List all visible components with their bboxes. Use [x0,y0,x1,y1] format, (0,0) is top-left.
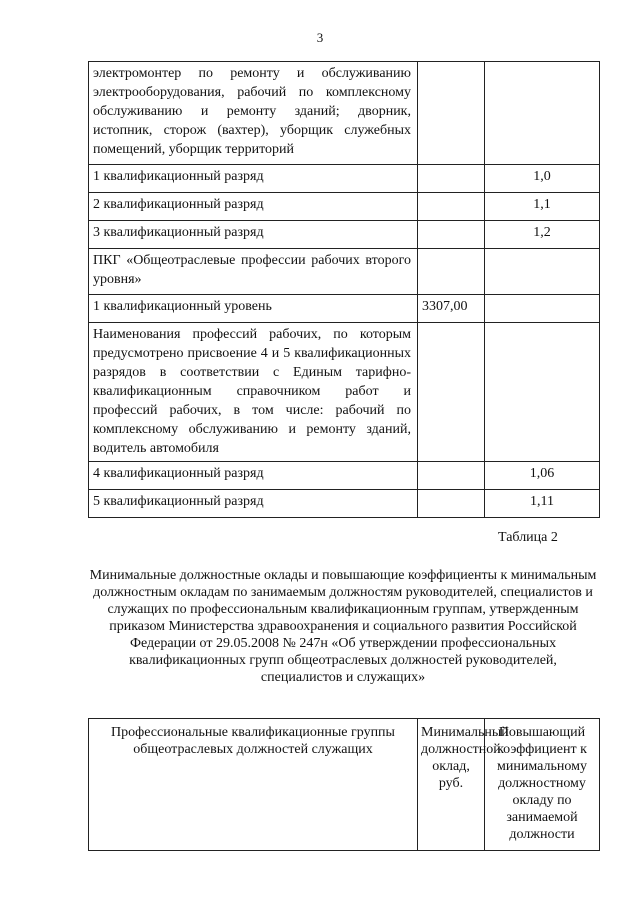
coefficient-cell [485,323,600,462]
coefficient-cell: 1,2 [485,221,600,249]
table-2-title: Минимальные должностные оклады и повышающие коэффициенты к минимальным должностным окладам по занимаемым должностям руководителей, специалистов и служащих по профессиональным квалификационным группам, утвержденным приказом Министерства здравоохранения и социального развития Российской Федерации от 29.05.2008 № 247н «Об утверждении профессиональных квалификационных групп общеотраслевых должностей руководителей, специалистов и служащих» [89,568,597,685]
qualification-cell: 1 квалификационный разряд [89,165,418,193]
coefficient-cell [485,249,600,295]
qualification-cell: 5 квалификационный разряд [89,490,418,518]
table-row [89,249,600,295]
table-row [89,221,600,249]
profession-line: электромонтер по ремонту и обслуживанию электрооборудования, рабочий по комплексному обслуживанию и ремонту зданий; дворник, истопник, сторож (вахтер), уборщик служебных помещений, уборщик территорий [93,66,411,157]
salary-cell [418,193,485,221]
table-row [89,323,600,462]
coefficient-cell [485,62,600,165]
table-row [89,165,600,193]
header-min-salary: Минимальный должностной оклад, руб. [418,719,485,851]
page-number: 3 [316,30,324,45]
table-row [89,62,600,165]
qualification-level-cell: 1 квалификационный уровень [89,295,418,323]
salary-cell [418,323,485,462]
table-row [89,490,600,518]
qualification-cell: 3 квалификационный разряд [89,221,418,249]
table-header-row [89,719,600,851]
table-row [89,462,600,490]
header-groups: Профессиональные квалификационные группы общеотраслевых должностей служащих [89,719,418,851]
profession-name-cell [89,62,418,165]
salary-cell [418,490,485,518]
qualification-cell: 2 квалификационный разряд [89,193,418,221]
coefficient-cell [485,295,600,323]
salary-cell [418,221,485,249]
profession-list-cell: Наименования профессий рабочих, по которым предусмотрено присвоение 4 и 5 квалификационных разрядов в соответствии с Единым тарифно-квалификационным справочником работ и профессий рабочих, в том числе: рабочий по комплексному обслуживанию и ремонту зданий, водитель автомобиля [89,323,418,462]
table-row [89,193,600,221]
salary-table-workers [88,61,600,518]
coefficient-cell: 1,11 [485,490,600,518]
salary-cell [418,249,485,295]
pkg-group-cell: ПКГ «Общеотраслевые профессии рабочих второго уровня» [89,249,418,295]
salary-cell [418,462,485,490]
qualification-cell: 4 квалификационный разряд [89,462,418,490]
header-coefficient: Повышающий коэффициент к минимальному должностному окладу по занимаемой должности [485,719,600,851]
coefficient-cell: 1,06 [485,462,600,490]
table-2-label: Таблица 2 [498,530,558,545]
coefficient-cell: 1,1 [485,193,600,221]
table-row [89,295,600,323]
salary-cell [418,62,485,165]
coefficient-cell: 1,0 [485,165,600,193]
salary-cell [418,165,485,193]
salary-cell: 3307,00 [418,295,485,323]
salary-table-employees [88,718,600,851]
